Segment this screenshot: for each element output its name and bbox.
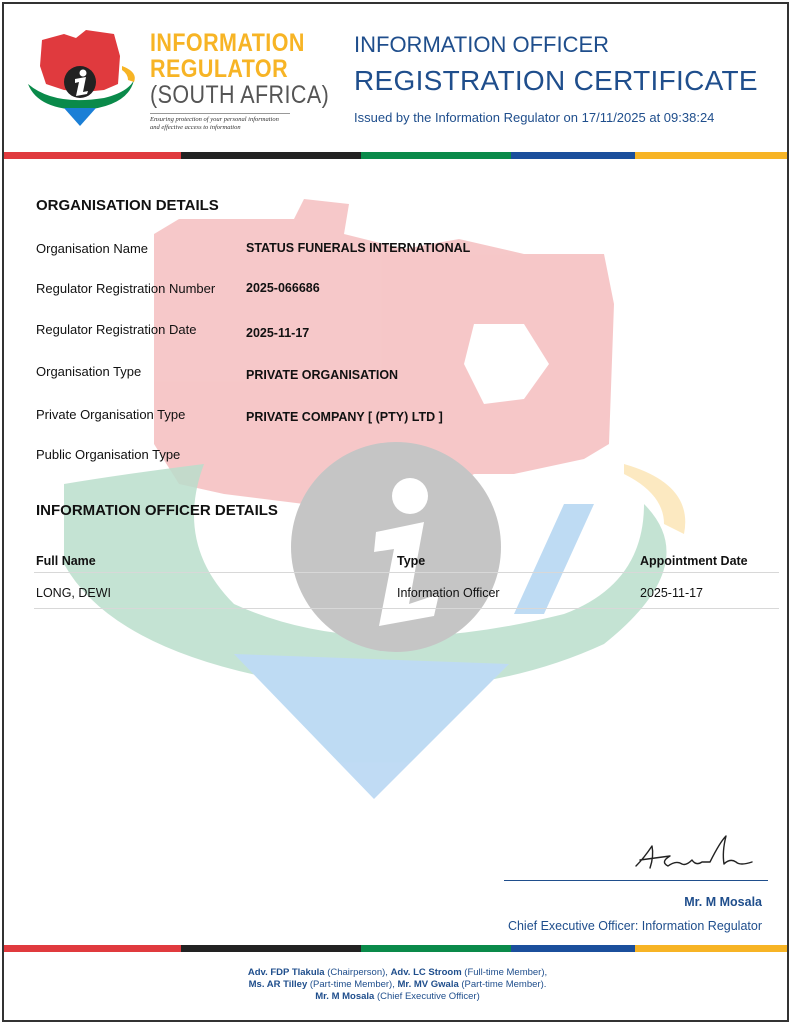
footer-members: [4, 967, 789, 1003]
organisation-name-label: Organisation Name: [36, 241, 148, 256]
registration-number-label: Regulator Registration Number: [36, 281, 216, 296]
column-header-appointment-date: Appointment Date: [640, 554, 748, 568]
registration-date-value: 2025-11-17: [246, 326, 310, 340]
logo-line-regulator: REGULATOR: [150, 55, 289, 83]
officer-details-heading: INFORMATION OFFICER DETAILS: [36, 502, 278, 519]
footer-line-2: [4, 979, 789, 991]
member-1-name: Adv. FDP Tlakula: [247, 967, 325, 978]
signature-line: [504, 880, 768, 881]
officer-full-name: LONG, DEWI: [36, 586, 112, 600]
private-organisation-type-label: Private Organisation Type: [36, 407, 186, 422]
certificate-page: [2, 2, 789, 1022]
bottom-color-stripe: [4, 945, 789, 952]
officer-appointment-date: 2025-11-17: [640, 586, 704, 600]
logo-wordmark: [150, 30, 358, 132]
column-header-full-name: Full Name: [36, 554, 96, 568]
registration-date-label: Regulator Registration Date: [36, 322, 197, 337]
registration-number-value: 2025-066686: [246, 281, 320, 295]
logo-tagline-line-1: Ensuring protection of your personal information: [150, 116, 279, 123]
table-row-divider: [34, 608, 779, 609]
logo-tagline-line-2: and effective access to information: [150, 124, 241, 131]
signatory-role: Chief Executive Officer: Information Regulator: [507, 919, 762, 933]
member-3-role: (Part-time Member),: [307, 979, 398, 990]
member-5-name: Mr. M Mosala: [315, 991, 375, 1002]
organisation-type-label: Organisation Type: [36, 364, 142, 379]
top-color-stripe: [4, 152, 789, 159]
member-4-role: (Part-time Member).: [458, 979, 547, 990]
member-5-role: (Chief Executive Officer): [374, 991, 480, 1002]
column-header-type: Type: [397, 554, 426, 568]
table-header-divider: [34, 572, 779, 573]
issued-statement: Issued by the Information Regulator on 17/11/2025 at 09:38:24: [354, 110, 715, 125]
logo-line-information: INFORMATION: [150, 29, 305, 57]
member-2-name: Adv. LC Stroom: [390, 967, 462, 978]
logo-line-south-africa: (SOUTH AFRICA): [150, 81, 330, 109]
member-3-name: Ms. AR Tilley: [248, 979, 308, 990]
title-line-2: REGISTRATION CERTIFICATE: [354, 65, 758, 96]
information-regulator-logo-icon: [24, 26, 144, 132]
footer-line-1: [4, 967, 789, 979]
public-organisation-type-label: Public Organisation Type: [36, 447, 181, 462]
signature-icon: [630, 832, 760, 876]
title-line-1: INFORMATION OFFICER: [354, 32, 610, 57]
officer-type: Information Officer: [397, 586, 500, 600]
certificate-title-block: [354, 32, 758, 125]
member-1-role: (Chairperson),: [324, 967, 391, 978]
organisation-details-heading: ORGANISATION DETAILS: [36, 197, 219, 214]
signatory-name: Mr. M Mosala: [684, 895, 762, 909]
footer-line-3: [4, 991, 789, 1003]
member-4-name: Mr. MV Gwala: [397, 979, 459, 990]
organisation-type-value: PRIVATE ORGANISATION: [246, 368, 399, 382]
logo-tagline: [150, 113, 290, 132]
member-2-role: (Full-time Member),: [461, 967, 548, 978]
organisation-name-value: STATUS FUNERALS INTERNATIONAL: [246, 241, 471, 255]
private-organisation-type-value: PRIVATE COMPANY [ (PTY) LTD ]: [246, 410, 443, 424]
